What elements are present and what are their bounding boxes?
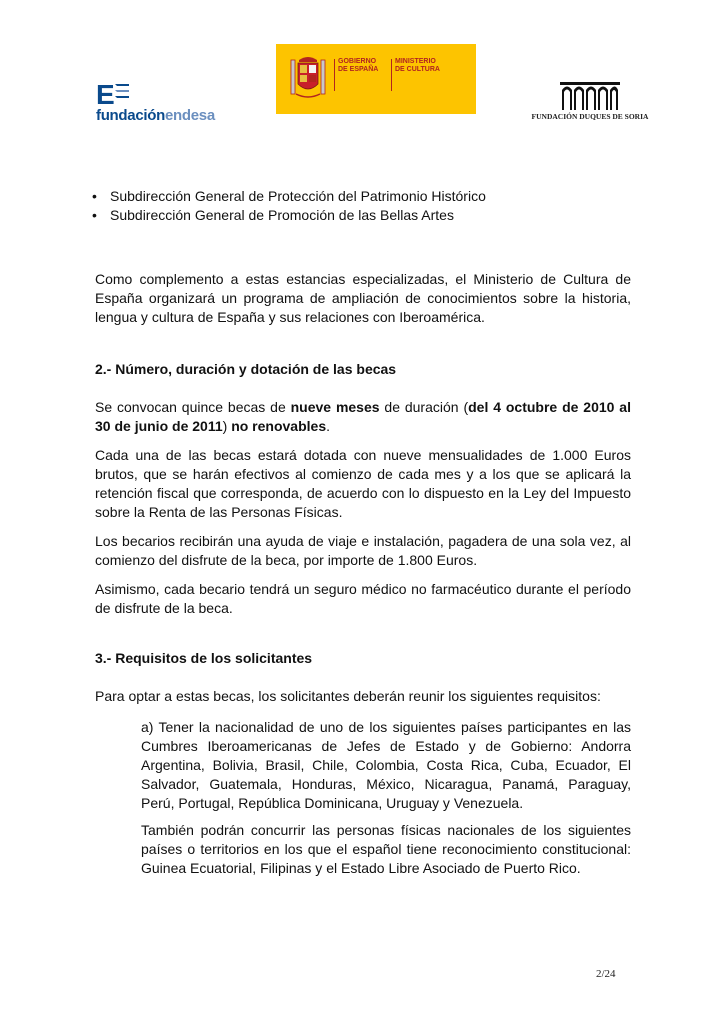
- paragraph-ayuda-viaje: Los becarios recibirán una ayuda de viaje e instalación, pagadera de una sola vez, al comienzo del disfrute de la beca, por importe de 1.800 Euros.: [95, 533, 631, 568]
- coat-of-arms-icon: [288, 54, 328, 104]
- paragraph-becas-convocatoria: Se convocan quince becas de nueve meses de duración (del 4 octubre de 2010 al 30 de junio de 2011) no renovables.: [95, 399, 631, 434]
- paragraph-dotacion: Cada una de las becas estará dotada con nueve mensualidades de 1.000 Euros brutos, que se harán efectivos al comienzo de cada mes y a los que se aplicará la retención fiscal que corresponda, de acuerdo con lo dispuesto en la Ley del Impuesto sobre la Renta de las Personas Físicas.: [95, 447, 631, 520]
- list-item: • Subdirección General de Protección del Patrimonio Histórico: [88, 187, 486, 206]
- requisito-a: a) Tener la nacionalidad de uno de los siguientes países participantes en las Cumbres Iberoamericanas de Jefes de Estado y de Gobierno: Andorra Argentina, Bolivia, Brasil, Chile, Colombia, Costa Rica, Cuba, Ecuador, El Salvador, Guatemala, Honduras, México, Nicaragua, Panamá, Paraguay, Perú, Portugal, República Dominicana, Uruguay y Venezuela.: [141, 719, 631, 811]
- gov-separator-2: [391, 59, 392, 91]
- section-2-heading: 2.- Número, duración y dotación de las becas: [95, 361, 397, 377]
- fundacion-endesa-logo: [96, 80, 226, 128]
- gobierno-text: GOBIERNO DE ESPAÑA: [338, 58, 379, 73]
- gobierno-ministerio-logo: [276, 44, 476, 114]
- requisito-a-paises: También podrán concurrir las personas físicas nacionales de los siguientes países o territorios en los que el español tiene reconocimiento constitucional: Guinea Ecuatorial, Filipinas y el Estado Libre Asociado de Puerto Rico.: [141, 822, 631, 876]
- page-number: 2/24: [596, 968, 616, 980]
- endesa-logo-text: fundaciónendesa: [96, 107, 215, 124]
- endesa-mark-icon: [96, 80, 130, 106]
- list-item: • Subdirección General de Promoción de las Bellas Artes: [88, 206, 486, 225]
- section-3-heading: 3.- Requisitos de los solicitantes: [95, 650, 313, 666]
- ministerio-text: MINISTERIO DE CULTURA: [395, 58, 440, 73]
- paragraph-complemento: Como complemento a estas estancias especializadas, el Ministerio de Cultura de España organizará un programa de ampliación de conocimientos sobre la historia, lengua y cultura de España y sus relaciones con Iberoamérica.: [95, 271, 631, 325]
- bullet-list: [88, 187, 486, 225]
- paragraph-seguro: Asimismo, cada becario tendrá un seguro médico no farmacéutico durante el período de disfrute de la beca.: [95, 581, 631, 616]
- arches-icon: [560, 80, 620, 110]
- soria-logo-text: FUNDACIÓN DUQUES DE SORIA: [531, 112, 649, 121]
- fundacion-duques-soria-logo: [520, 80, 660, 130]
- gov-separator: [334, 59, 335, 91]
- paragraph-requisitos-intro: Para optar a estas becas, los solicitantes deberán reunir los siguientes requisitos:: [95, 688, 601, 704]
- svg-text:E: E: [96, 80, 115, 106]
- page-header: [0, 0, 728, 140]
